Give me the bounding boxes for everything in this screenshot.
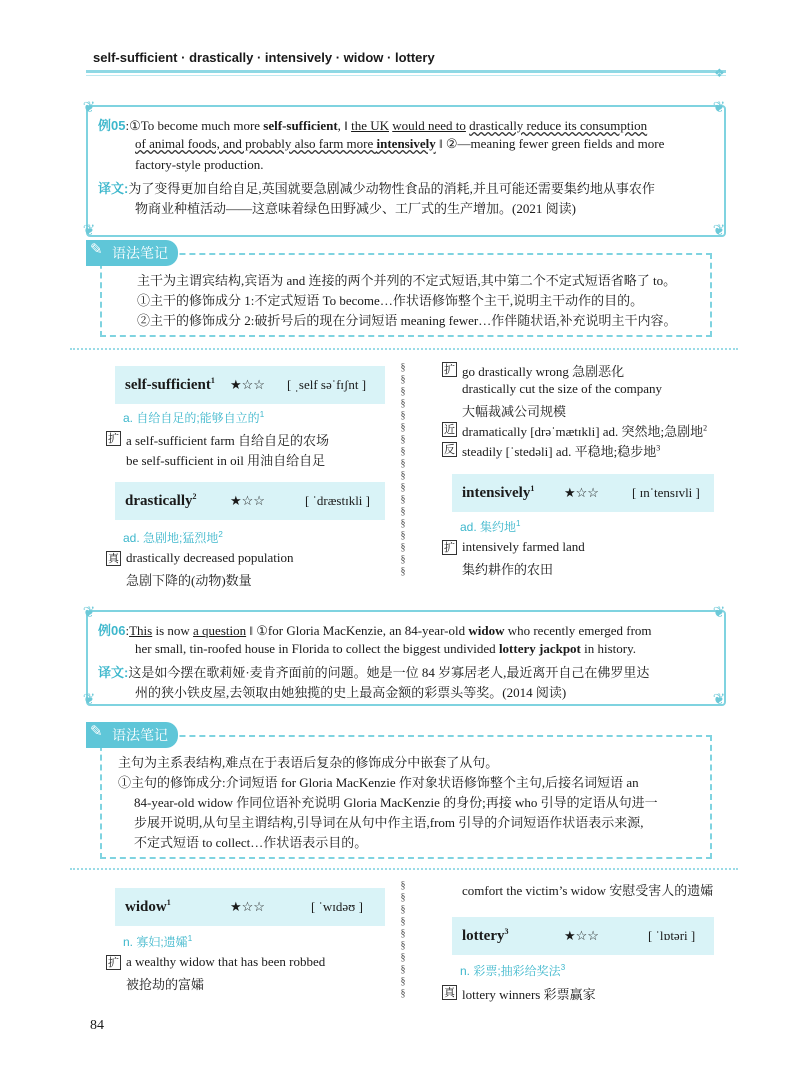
mark-synonym: 近 [444,423,455,436]
corner-ornament-icon: ❦ [82,605,96,621]
translation-05-line-1: 译文:为了变得更加自给自足,英国就要急剧减少动物性食品的消耗,并且可能还需要集约地从事农作 [98,181,655,196]
example-phrase: go drastically wrong 急剧恶化 [462,364,625,379]
vocab-card-widow: widow$^1$ ★☆☆ [ ˈwɪdəʊ ] [115,888,385,926]
translation-06-line-2: 州的狭小铁皮屋,去领取由她独揽的史上最高金额的彩票头等奖。(2014 阅读) [135,685,567,700]
antonym-entry: steadily [ˈstedəli] ad. 平稳地;稳步地$^3$ [462,443,661,459]
corner-ornament-icon: ❦ [82,223,96,239]
pen-icon: ✎ [90,724,103,740]
section-divider [70,348,738,350]
corner-ornament-icon: ❦ [82,692,96,708]
part-of-speech: a. 自给自足的;能够自立的$^1$ [123,410,265,425]
grammar-note-line: ①主句的修饰成分:介词短语 for Gloria MacKenzie 作对象状语修饰整个主句,后接名词短语 an [118,775,639,790]
grammar-note-line: ②主干的修饰成分 2:破折号后的现在分词短语 meaning fewer…作伴随状语,补充说明主干内容。 [137,313,677,328]
corner-ornament-icon: ❦ [712,692,726,708]
mark-real: 真 [108,552,119,565]
mark-expand: 扩 [444,363,455,376]
part-of-speech: n. 彩票;抽彩给奖法$^3$ [460,963,566,978]
vocab-card-intensively: intensively$^1$ ★☆☆ [ ɪnˈtensɪvli ] [452,474,714,512]
phonetic: [ ˌself səˈfɪʃnt ] [287,377,367,392]
example-phrase: lottery winners 彩票赢家 [462,987,596,1002]
grammar-note-line: 主句为主系表结构,难点在于表语后复杂的修饰成分中嵌套了从句。 [118,755,499,770]
example-05-line-2: of animal foods, and probably also farm more intensively ‖ ②—meaning fewer green fields and more [135,136,665,151]
header-rule-thin [86,75,726,76]
example-phrase: intensively farmed land [462,539,585,554]
grammar-note-line: 不定式短语 to collect…作状语表示目的。 [134,835,368,850]
example-phrase: 大幅裁减公司规模 [462,404,567,419]
example-phrase: 集约耕作的农田 [462,562,554,577]
corner-ornament-icon: ❦ [712,100,726,116]
column-divider: § § § § § § § § § § § § § § § § § § [400,362,406,577]
header-ornament-icon: ❖ [714,66,725,80]
translation-05-line-2: 物商业种植活动——这意味着绿色田野减少、工厂式的生产增加。(2021 阅读) [135,201,576,216]
example-phrase: drastically cut the size of the company [462,381,662,396]
star-rating: ★☆☆ [230,377,265,392]
part-of-speech: ad. 集约地$^1$ [460,519,521,534]
example-06-line-1: 例06:This is now a question ‖ ①for Gloria MacKenzie, an 84-year-old widow who recently emerged from [98,623,652,638]
mark-real: 真 [444,986,455,999]
phonetic: [ ɪnˈtensɪvli ] [632,485,700,500]
translation-06-line-1: 译文:这是如今摆在歌莉娅·麦肯齐面前的问题。她是一位 84 岁寡居老人,最近离开自己在佛罗里达 [98,665,650,680]
example-05-line-3: factory-style production. [135,157,264,172]
mark-expand: 扩 [108,956,119,969]
pen-icon: ✎ [90,242,103,258]
grammar-note-line: 主干为主谓宾结构,宾语为 and 连接的两个并列的不定式短语,其中第二个不定式短语省略了 to。 [137,273,677,288]
grammar-note-tag: 语法笔记 [86,240,178,266]
mark-expand: 扩 [444,541,455,554]
example-phrase: a self-sufficient farm 自给自足的农场 [126,433,330,448]
example-06-line-2: her small, tin-roofed house in Florida to collect the biggest undivided lottery jackpot in history. [135,641,637,656]
star-rating: ★☆☆ [564,485,599,500]
phonetic: [ ˈdræstɪkli ] [305,493,370,508]
grammar-note-line: 步展开说明,从句呈主谓结构,引导词在从句中作主语,from 引导的介词短语作状语表示来源, [134,815,644,830]
corner-ornament-icon: ❦ [712,605,726,621]
star-rating: ★☆☆ [230,493,265,508]
vocab-card-self-sufficient: self-sufficient$^1$ ★☆☆ [ ˌself səˈfɪʃnt ] [115,366,385,404]
page-number: 84 [90,1018,104,1033]
corner-ornament-icon: ❦ [712,223,726,239]
example-05-line-1: 例05:①To become much more self-sufficient, ‖ the UK would need to drastically reduce its consumption [98,118,648,133]
vocab-card-lottery: lottery$^3$ ★☆☆ [ ˈlɒtəri ] [452,917,714,955]
star-rating: ★☆☆ [564,928,599,943]
example-label: 例05 [98,118,126,133]
grammar-note-line: 84-year-old widow 作同位语补充说明 Gloria MacKenzie 的身份;再接 who 引导的定语从句进一 [134,795,658,810]
example-phrase: be self-sufficient in oil 用油自给自足 [126,453,326,468]
example-phrase: comfort the victim’s widow 安慰受害人的遗孀 [462,883,714,898]
section-divider [70,868,738,870]
corner-ornament-icon: ❦ [82,100,96,116]
synonym-entry: dramatically [drəˈmætɪkli] ad. 突然地;急剧地$^2$ [462,423,708,439]
vocab-card-drastically: drastically$^2$ ★☆☆ [ ˈdræstɪkli ] [115,482,385,520]
part-of-speech: n. 寡妇;遗孀$^1$ [123,934,193,949]
grammar-note-tag: 语法笔记 [86,722,178,748]
example-phrase: 急剧下降的(动物)数量 [126,573,252,588]
part-of-speech: ad. 急剧地;猛烈地$^2$ [123,530,223,545]
example-phrase: drastically decreased population [126,550,294,565]
column-divider: § § § § § § § § § § [400,880,406,998]
phonetic: [ ˈwɪdəʊ ] [311,899,363,914]
star-rating: ★☆☆ [230,899,265,914]
example-label: 例06 [98,623,126,638]
example-phrase: a wealthy widow that has been robbed [126,954,326,969]
mark-antonym: 反 [444,443,455,456]
example-phrase: 被抢劫的富孀 [126,977,205,992]
phonetic: [ ˈlɒtəri ] [648,928,696,943]
header-rule [86,70,726,73]
running-header: self-sufficient · drastically · intensively · widow · lottery [93,50,435,65]
mark-expand: 扩 [108,432,119,445]
grammar-note-line: ①主干的修饰成分 1:不定式短语 To become…作状语修饰整个主干,说明主干动作的目的。 [137,293,644,308]
